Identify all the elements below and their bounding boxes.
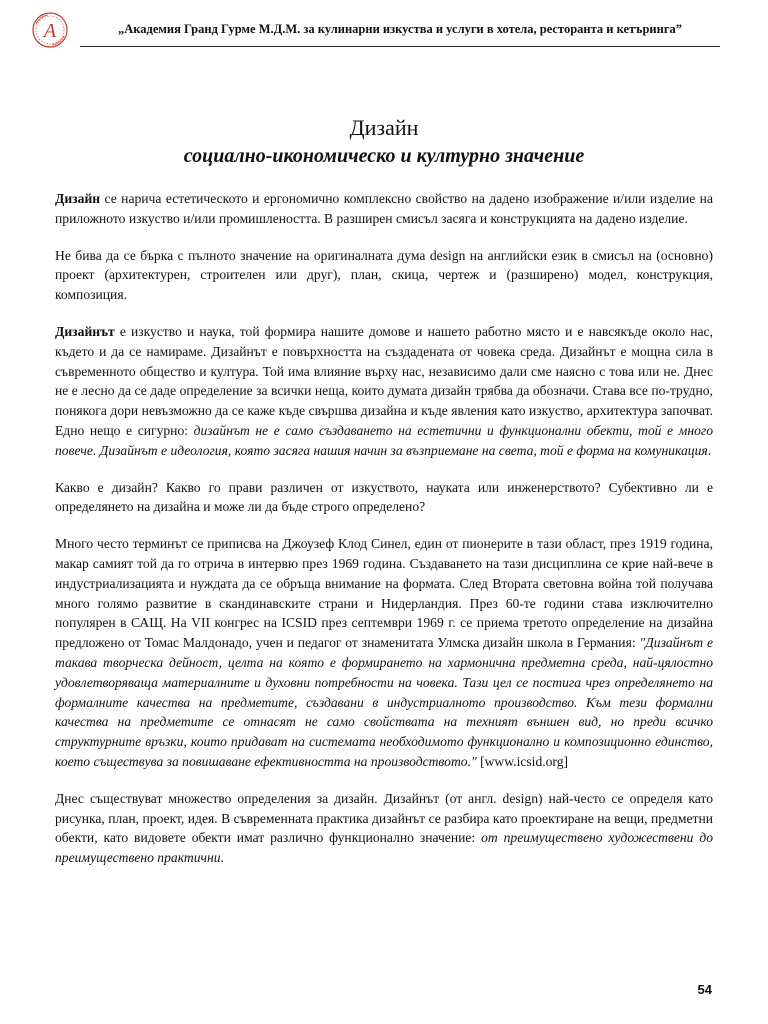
paragraph-end: . <box>220 850 224 866</box>
paragraph-text: Днес съществуват множество определения за дизайн. Дизайнът (от англ. design) най-често се определя като рисунка, план, проект, идея. В съвременната практика дизайнът се разбира като проектиране на вещи, предметни обекти, като видовете обекти имат различно функционално значение: <box>55 790 713 846</box>
term-design: Дизайн <box>55 191 101 206</box>
emphasis-text: от преимуществено художествени до преимуществено практични <box>55 830 714 866</box>
quote-text: "Дизайнът е такава творческа дейност, целта на която е формирането на хармонична предметна среда, най-цялостно удовлетворяваща материалните и духовни потребности на човека. Тази цел се постига чрез определянето на формалните качества на предметите, създавани в индустриалното производство. Към тези формални качества на предметите се отнасят не само свойствата на техният външен вид, но преди всичко структурните връзки, които придават на системата необходимото функционално и композиционно единство, което съществува за повишаване ефективността на производството." <box>55 635 713 769</box>
paragraph-distinction <box>55 246 713 305</box>
paragraph-definitions-today <box>55 789 713 868</box>
paragraph-text: се нарича естетическото и ергономично комплексно свойство на дадено изображение и/или изделие на приложното изкуство и/или промишлеността. В разширен смисъл засяга и конструкцията на дадено изделие. <box>55 191 713 226</box>
page-subtitle: социално-икономическо и културно значение <box>183 145 585 167</box>
citation-text: [www.icsid.org] <box>476 753 569 769</box>
paragraph-text: Много често терминът се приписва на Джоузеф Клод Синел, един от пионерите в тази област, през 1919 година, макар самият той да го отрича в интервю през 1969 година. Създаването на тази дисциплина се крие най-вече в индустриализацията и нуждата да се обръща внимание на формата. След Втората световна война той получава много голямо развитие в скандинавските страни и Нидерландия. През 60-те години става изключително популярен в САЩ. На VII конгрес на ICSID през септември 1969 г. се приема третото определение на дизайна предложено от Томас Малдонадо, учен и педагог от знаменитата Улмска дизайн школа в Германия: <box>55 536 713 651</box>
article-body <box>55 189 713 868</box>
paragraph-text: е изкуство и наука, той формира нашите домове и нашето работно място и е навсякъде около нас, където и да се намираме. Дизайнът е повърхността на създадената от човека среда. Дизайнът е мощна сила в съвременното общество и култура. Той има влияние върху нас, независимо дали сме наясно с това или не. Днес не е лесно да се даде определение за всички неща, които думата дизайн трябва да обозначи. Става все по-трудно, понякога дори невъзможно да се каже къде свършва дизайна и къде явления като изкуство, архитектура започват. Едно нещо е сигурно: <box>55 323 713 438</box>
paragraph-history <box>55 534 713 772</box>
logo-letter: А <box>43 20 57 42</box>
paragraph-design-art-science <box>55 322 713 461</box>
paragraph-questions <box>55 478 713 518</box>
page-title: Дизайн <box>349 115 419 140</box>
paragraph-end: . <box>707 442 712 458</box>
paragraph-definition <box>55 189 713 229</box>
academy-logo-icon <box>30 10 70 50</box>
page-header <box>30 10 720 50</box>
emphasis-text: дизайнът не е само създаването на естетични и функционални обекти, той е много повече. Дизайнът е идеология, която засяга нашия начин за възприемане на света, той е форма на комуникация <box>55 422 713 458</box>
paragraph-text: Не бива да се бърка с пълното значение на оригиналната дума design на английски език в смисъл на (основно) проект (архитектурен, строителен или друг), план, скица, чертеж и (разширено) модел, конструкция, композиция. <box>55 247 713 303</box>
page-number: 54 <box>697 982 712 997</box>
paragraph-text: Какво е дизайн? Какво го прави различен от изкуството, науката или инженерството? Субективно ли е определянето на дизайна и може ли да бъде строго определено? <box>55 479 713 515</box>
term-design-definite: Дизайнът <box>55 323 115 339</box>
header-title: „Академия Гранд Гурме М.Д.М. за кулинарни изкуства и услуги в хотела, ресторанта и кетъринга” <box>117 22 682 36</box>
header-divider <box>80 46 720 47</box>
